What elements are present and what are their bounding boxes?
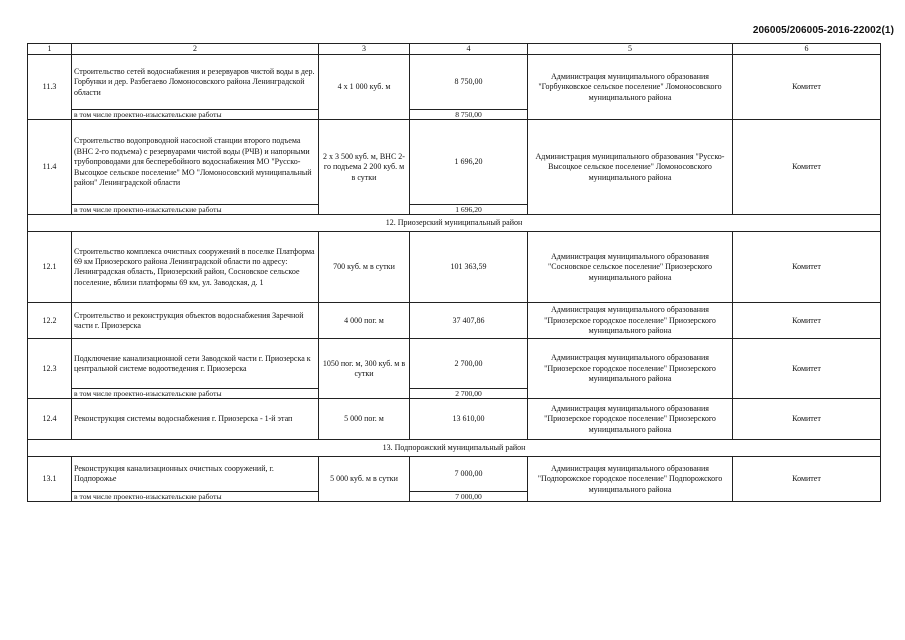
section-title: 13. Подпорожский муниципальный район (28, 440, 881, 457)
capacity: 5 000 пог. м (319, 399, 410, 440)
document-code: 206005/206005-2016-22002(1) (752, 25, 894, 36)
object-name: Строительство и реконструкция объектов водоснабжения Заречной части г. Приозерска (72, 303, 319, 339)
capacity: 1050 пог. м, 300 куб. м в сутки (319, 339, 410, 399)
section-row (28, 440, 881, 457)
subrow-label: в том числе проектно-изыскательские работы (72, 110, 319, 120)
subrow-label: в том числе проектно-изыскательские работы (72, 492, 319, 502)
executor: Комитет (733, 399, 881, 440)
table-row (28, 55, 881, 110)
amount: 37 407,86 (410, 303, 528, 339)
customer: Администрация муниципального образования "Русско-Высоцкое сельское поселение" Ломоносовского муниципального района (528, 120, 733, 215)
object-name: Строительство комплекса очистных сооружений в поселке Платформа 69 км Приозерского района Ленинградской области по адресу: Ленинградская область, Приозерский район, Сосновское сельское поселение, вблизи платформы 69 км, ул. Заводская, д. 1 (72, 232, 319, 303)
table-row (28, 457, 881, 492)
subrow-amount: 1 696,20 (410, 205, 528, 215)
customer: Администрация муниципального образования "Сосновское сельское поселение" Приозерского муниципального района (528, 232, 733, 303)
executor: Комитет (733, 303, 881, 339)
customer: Администрация муниципального образования "Приозерское городское поселение" Приозерского муниципального района (528, 399, 733, 440)
table-row (28, 232, 881, 303)
executor: Комитет (733, 457, 881, 502)
row-number: 12.2 (28, 303, 72, 339)
amount: 7 000,00 (410, 457, 528, 492)
amount: 8 750,00 (410, 55, 528, 110)
executor: Комитет (733, 339, 881, 399)
section-title: 12. Приозерский муниципальный район (28, 215, 881, 232)
investment-table (27, 43, 881, 502)
amount: 2 700,00 (410, 339, 528, 389)
section-row (28, 215, 881, 232)
row-number: 11.4 (28, 120, 72, 215)
amount: 13 610,00 (410, 399, 528, 440)
table-row (28, 120, 881, 205)
capacity: 2 х 3 500 куб. м, ВНС 2-го подъема 2 200 куб. м в сутки (319, 120, 410, 215)
row-number: 12.3 (28, 339, 72, 399)
row-number: 13.1 (28, 457, 72, 502)
subrow-amount: 8 750,00 (410, 110, 528, 120)
subrow-amount: 7 000,00 (410, 492, 528, 502)
header-row (28, 44, 881, 55)
table-row (28, 303, 881, 339)
table-row (28, 399, 881, 440)
header-cell: 6 (733, 44, 881, 55)
header-cell: 1 (28, 44, 72, 55)
row-number: 12.1 (28, 232, 72, 303)
customer: Администрация муниципального образования "Подпорожское городское поселение" Подпорожского муниципального района (528, 457, 733, 502)
customer: Администрация муниципального образования "Приозерское городское поселение" Приозерского муниципального района (528, 339, 733, 399)
capacity: 4 х 1 000 куб. м (319, 55, 410, 120)
customer: Администрация муниципального образования "Приозерское городское поселение" Приозерского муниципального района (528, 303, 733, 339)
object-name: Реконструкция системы водоснабжения г. Приозерска - 1-й этап (72, 399, 319, 440)
amount: 101 363,59 (410, 232, 528, 303)
row-number: 12.4 (28, 399, 72, 440)
header-cell: 2 (72, 44, 319, 55)
object-name: Реконструкция канализационных очистных сооружений, г. Подпорожье (72, 457, 319, 492)
header-cell: 4 (410, 44, 528, 55)
capacity: 700 куб. м в сутки (319, 232, 410, 303)
object-name: Строительство сетей водоснабжения и резервуаров чистой воды в дер. Горбунки и дер. Разбегаево Ломоносовского района Ленинградской области (72, 55, 319, 110)
capacity: 5 000 куб. м в сутки (319, 457, 410, 502)
executor: Комитет (733, 232, 881, 303)
object-name: Подключение канализационной сети Заводской части г. Приозерска к центральной системе водоотведения г. Приозерска (72, 339, 319, 389)
header-cell: 3 (319, 44, 410, 55)
amount: 1 696,20 (410, 120, 528, 205)
subrow-label: в том числе проектно-изыскательские работы (72, 389, 319, 399)
executor: Комитет (733, 55, 881, 120)
subrow-label: в том числе проектно-изыскательские работы (72, 205, 319, 215)
row-number: 11.3 (28, 55, 72, 120)
table-row (28, 339, 881, 389)
header-cell: 5 (528, 44, 733, 55)
executor: Комитет (733, 120, 881, 215)
customer: Администрация муниципального образования "Горбунковское сельское поселение" Ломоносовского муниципального района (528, 55, 733, 120)
subrow-amount: 2 700,00 (410, 389, 528, 399)
capacity: 4 000 пог. м (319, 303, 410, 339)
object-name: Строительство водопроводной насосной станции второго подъема (ВНС 2-го подъема) с резервуарами чистой воды (РЧВ) и напорными трубопроводами для бесперебойного водоснабжения МО "Русско-Высоцкое сельское поселение" МО "Ломоносовский муниципальный район" Ленинградской области (72, 120, 319, 205)
